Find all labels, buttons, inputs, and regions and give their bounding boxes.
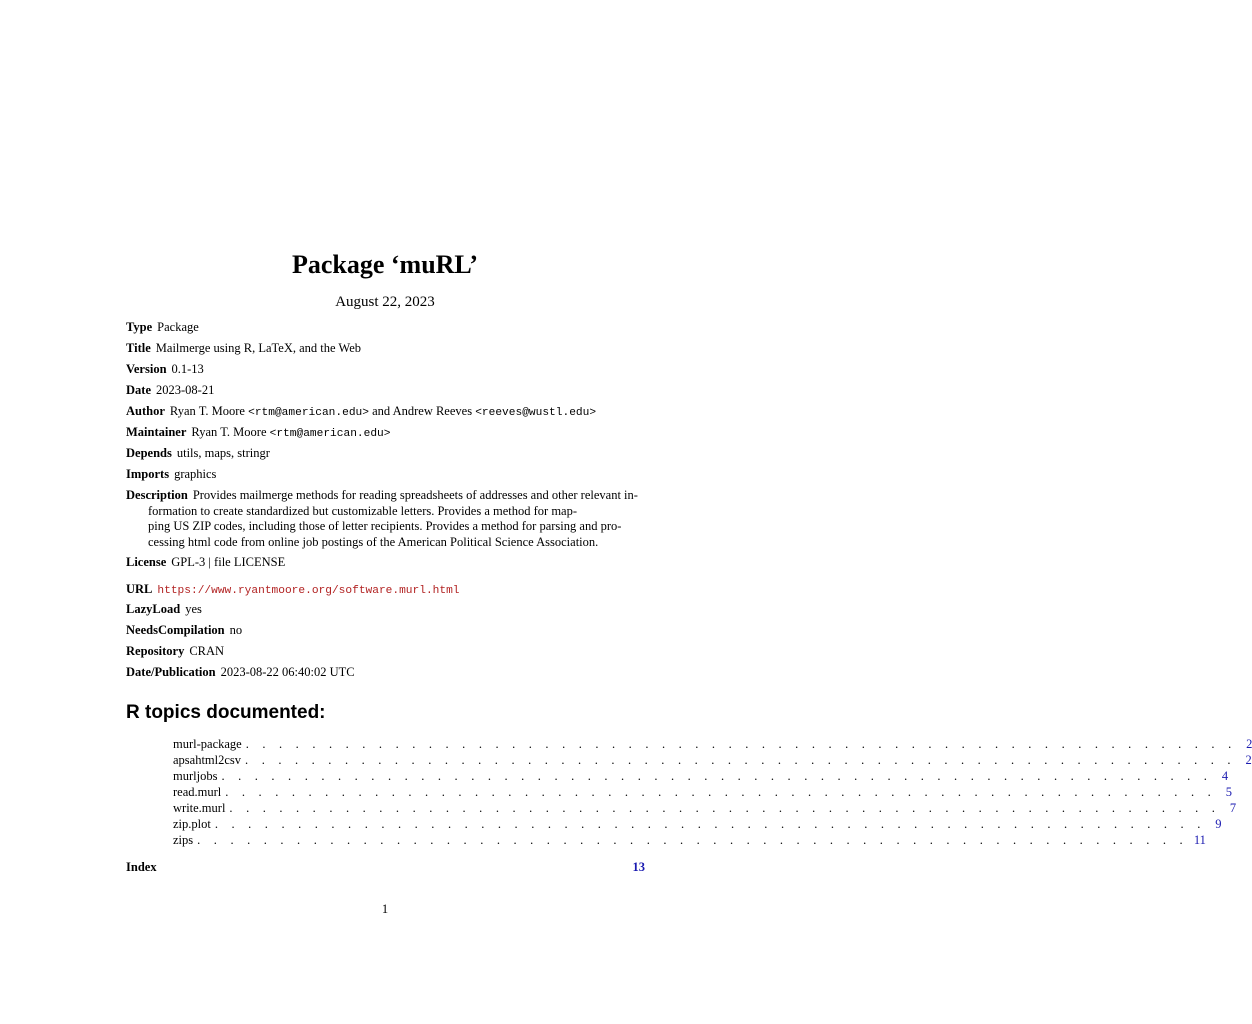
field-needscompilation bbox=[126, 623, 646, 639]
author-email-1: <rtm@american.edu> bbox=[248, 407, 369, 419]
toc-entry[interactable] bbox=[173, 753, 1252, 769]
toc-entry[interactable] bbox=[173, 801, 1237, 817]
field-value: yes bbox=[185, 602, 202, 616]
maintainer-email: <rtm@american.edu> bbox=[269, 428, 391, 440]
field-depends bbox=[126, 446, 646, 462]
page-number: 1 bbox=[381, 902, 389, 916]
field-key: NeedsCompilation bbox=[126, 623, 225, 637]
toc-entry[interactable] bbox=[173, 769, 1229, 785]
field-key: LazyLoad bbox=[126, 602, 181, 616]
toc-entry-name[interactable]: murl-package bbox=[173, 737, 242, 751]
index-page-link[interactable]: 13 bbox=[632, 860, 645, 874]
field-value: 2023-08-21 bbox=[156, 383, 215, 397]
toc-entry[interactable] bbox=[173, 817, 1222, 833]
description-line-3: ping US ZIP codes, including those of letter recipients. Provides a method for parsing and pro- bbox=[148, 519, 622, 533]
toc-page-link[interactable]: 5 bbox=[1225, 785, 1232, 799]
author-name-2: and Andrew Reeves bbox=[368, 404, 476, 418]
field-value: 2023-08-22 06:40:02 UTC bbox=[220, 665, 355, 679]
field-key: Date/Publication bbox=[126, 665, 216, 679]
field-value: 0.1-13 bbox=[171, 362, 204, 376]
field-version bbox=[126, 362, 646, 378]
toc-entry-name[interactable]: zips bbox=[173, 833, 194, 847]
field-key: Imports bbox=[126, 467, 170, 481]
field-key: Repository bbox=[126, 644, 185, 658]
toc-entry-name[interactable]: murljobs bbox=[173, 769, 218, 783]
description-text: Provides mailmerge methods for reading spreadsheets of addresses and other relevant in- bbox=[192, 488, 638, 502]
field-license bbox=[126, 555, 646, 571]
toc-page-link[interactable]: 2 bbox=[1246, 737, 1252, 751]
toc-page-link[interactable]: 7 bbox=[1229, 801, 1237, 815]
description-line-4: cessing html code from online job postings of the American Political Science Association. bbox=[148, 534, 599, 549]
field-author bbox=[126, 404, 646, 422]
toc-leader-dots: . . . . . . . . . . . . . . . . . . . . . . . . . . . . . . . . . . . . . . . . . . . . . . . . . . . . . . . . . . . . bbox=[221, 769, 1213, 783]
topics-heading: R topics documented: bbox=[126, 702, 326, 723]
package-title: Package ‘muRL’ bbox=[291, 250, 479, 279]
field-key: Depends bbox=[126, 446, 172, 460]
maintainer-name: Ryan T. Moore bbox=[191, 425, 270, 439]
field-key: Version bbox=[126, 362, 167, 376]
field-key: Title bbox=[126, 341, 151, 355]
toc-leader-dots: . . . . . . . . . . . . . . . . . . . . . . . . . . . . . . . . . . . . . . . . . . . . . . . . . . . . . . . . . . . . bbox=[225, 785, 1216, 799]
field-key: URL bbox=[126, 582, 153, 596]
description-line-1 bbox=[126, 488, 638, 504]
toc-entry-name[interactable]: apsahtml2csv bbox=[173, 753, 242, 767]
toc-entry-name[interactable]: read.murl bbox=[173, 785, 222, 799]
description-line-2: formation to create standardized but customizable letters. Provides a method for map- bbox=[148, 503, 578, 518]
toc-leader-dots: . . . . . . . . . . . . . . . . . . . . . . . . . . . . . . . . . . . . . . . . . . . . . . . . . . . . . . . . . . . . bbox=[245, 737, 1237, 751]
toc-entry-name[interactable]: write.murl bbox=[173, 801, 226, 815]
author-name-1: Ryan T. Moore bbox=[169, 404, 249, 418]
field-maintainer bbox=[126, 425, 646, 443]
toc-entry[interactable] bbox=[173, 737, 1252, 753]
field-value: utils, maps, stringr bbox=[176, 446, 270, 460]
field-key: License bbox=[126, 555, 167, 569]
field-key: Maintainer bbox=[126, 425, 187, 439]
author-email-2: <reeves@wustl.edu> bbox=[475, 407, 597, 419]
field-date bbox=[126, 383, 646, 399]
toc-leader-dots: . . . . . . . . . . . . . . . . . . . . . . . . . . . . . . . . . . . . . . . . . . . . . . . . . . . . . . . . . . . . bbox=[214, 817, 1206, 831]
field-key: Author bbox=[126, 404, 165, 418]
toc-leader-dots: . . . . . . . . . . . . . . . . . . . . . . . . . . . . . . . . . . . . . . . . . . . . . . . . . . . . . . . . . . . . bbox=[229, 801, 1221, 815]
toc-leader-dots: . . . . . . . . . . . . . . . . . . . . . . . . . . . . . . . . . . . . . . . . . . . . . . . . . . . . . . . . . . . . bbox=[245, 753, 1236, 767]
index-entry[interactable] bbox=[126, 860, 645, 875]
toc-page-link[interactable]: 11 bbox=[1193, 833, 1206, 847]
toc-page-link[interactable]: 4 bbox=[1221, 769, 1229, 783]
field-value: Mailmerge using R, LaTeX, and the Web bbox=[155, 341, 362, 355]
toc-page-link[interactable]: 2 bbox=[1245, 753, 1252, 767]
field-value: Package bbox=[157, 320, 199, 334]
toc-entry[interactable] bbox=[173, 785, 1232, 801]
toc-entry[interactable] bbox=[173, 833, 1206, 849]
field-value: graphics bbox=[174, 467, 217, 481]
toc-entry-name[interactable]: zip.plot bbox=[173, 817, 211, 831]
field-repository bbox=[126, 644, 646, 660]
field-description bbox=[126, 488, 646, 552]
field-value: GPL-3 | file LICENSE bbox=[171, 555, 286, 569]
field-date-publication bbox=[126, 665, 646, 681]
field-key: Date bbox=[126, 383, 151, 397]
field-value: no bbox=[229, 623, 243, 637]
url-link[interactable]: https://www.ryantmoore.org/software.murl.html bbox=[157, 585, 460, 597]
toc-leader-dots: . . . . . . . . . . . . . . . . . . . . . . . . . . . . . . . . . . . . . . . . . . . . . . . . . . . . . . . . . . . . bbox=[197, 833, 1188, 847]
field-title bbox=[126, 341, 646, 357]
field-lazyload bbox=[126, 602, 646, 618]
field-url bbox=[126, 582, 646, 600]
index-label[interactable]: Index bbox=[126, 860, 157, 874]
field-type bbox=[126, 320, 646, 336]
field-value: CRAN bbox=[189, 644, 225, 658]
toc-page-link[interactable]: 9 bbox=[1215, 817, 1222, 831]
field-imports bbox=[126, 467, 646, 483]
field-key: Type bbox=[126, 320, 153, 334]
package-date: August 22, 2023 bbox=[335, 294, 435, 310]
field-key: Description bbox=[126, 488, 188, 502]
